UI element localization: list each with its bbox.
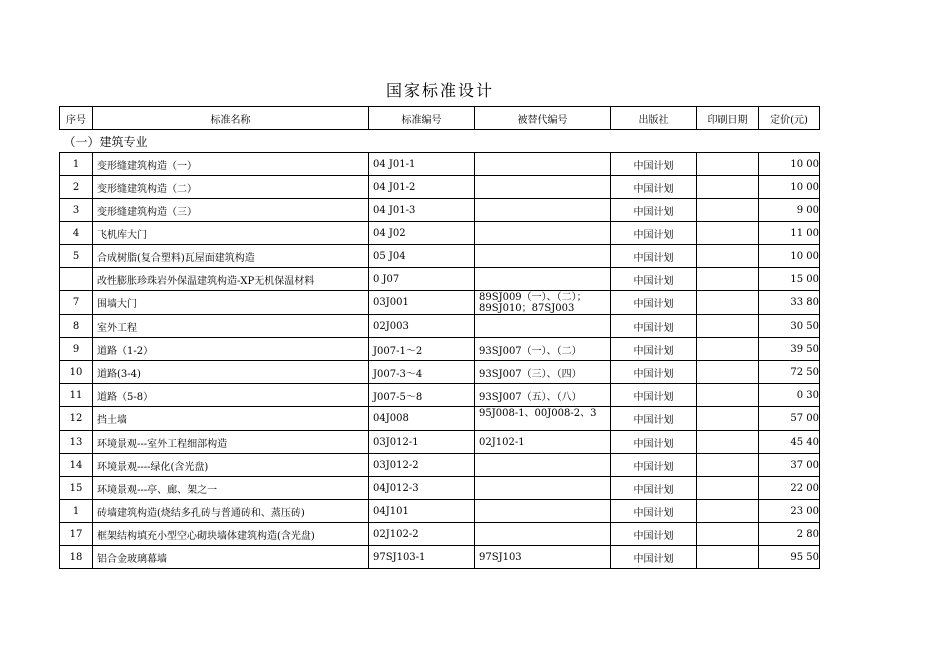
cell-price: 0 30 — [759, 384, 820, 407]
cell-price: 23 00 — [759, 500, 820, 523]
cell-price: 15 00 — [759, 268, 820, 291]
cell-seq: 9 — [60, 338, 93, 361]
cell-price: 11 00 — [759, 222, 820, 245]
header-seq: 序号 — [60, 107, 93, 130]
table-row — [60, 291, 820, 315]
cell-publisher: 中国计划 — [611, 176, 697, 199]
cell-name: 变形缝建筑构造（一） — [93, 153, 369, 176]
cell-price: 22 00 — [759, 477, 820, 500]
cell-code: 04J012-3 — [369, 477, 475, 500]
cell-replaced: 93SJ007（三）、（四） — [475, 361, 611, 384]
cell-publisher: 中国计划 — [611, 245, 697, 268]
cell-code: 02J003 — [369, 315, 475, 338]
cell-name: 变形缝建筑构造（二） — [93, 176, 369, 199]
cell-print-date — [697, 291, 759, 315]
cell-price: 9 00 — [759, 199, 820, 222]
standards-table — [59, 106, 820, 569]
cell-publisher: 中国计划 — [611, 315, 697, 338]
cell-print-date — [697, 315, 759, 338]
cell-print-date — [697, 176, 759, 199]
table-row — [60, 407, 820, 431]
table-row — [60, 268, 820, 291]
cell-replaced — [475, 176, 611, 199]
cell-publisher: 中国计划 — [611, 384, 697, 407]
cell-name: 改性膨胀珍珠岩外保温建筑构造-XP无机保温材料 — [93, 268, 369, 291]
cell-print-date — [697, 407, 759, 431]
cell-price: 10 00 — [759, 245, 820, 268]
table-row — [60, 338, 820, 361]
cell-seq: 8 — [60, 315, 93, 338]
cell-code: 02J102-2 — [369, 523, 475, 546]
table-row — [60, 315, 820, 338]
cell-publisher: 中国计划 — [611, 407, 697, 431]
cell-replaced: 93SJ007（一）、（二） — [475, 338, 611, 361]
cell-price: 45 40 — [759, 431, 820, 454]
cell-seq — [60, 268, 93, 291]
table-row — [60, 176, 820, 199]
cell-replaced: 89SJ009（一）、（二）；89SJ010；87SJ003 — [475, 291, 611, 315]
cell-publisher: 中国计划 — [611, 523, 697, 546]
cell-seq: 10 — [60, 361, 93, 384]
cell-name: 道路（5-8） — [93, 384, 369, 407]
cell-publisher: 中国计划 — [611, 222, 697, 245]
cell-name: 环境景观---室外工程细部构造 — [93, 431, 369, 454]
cell-replaced — [475, 199, 611, 222]
cell-replaced — [475, 500, 611, 523]
cell-print-date — [697, 454, 759, 477]
cell-print-date — [697, 384, 759, 407]
cell-code: 03J012-1 — [369, 431, 475, 454]
table-row — [60, 431, 820, 454]
table-row — [60, 361, 820, 384]
table-row — [60, 454, 820, 477]
cell-publisher: 中国计划 — [611, 338, 697, 361]
section-label: （一）建筑专业 — [63, 134, 148, 149]
cell-name: 挡土墙 — [93, 407, 369, 431]
header-row — [60, 107, 820, 130]
cell-print-date — [697, 546, 759, 569]
cell-publisher: 中国计划 — [611, 153, 697, 176]
cell-seq: 7 — [60, 291, 93, 315]
cell-name: 道路(3-4) — [93, 361, 369, 384]
cell-name: 围墙大门 — [93, 291, 369, 315]
cell-seq: 18 — [60, 546, 93, 569]
cell-seq: 5 — [60, 245, 93, 268]
cell-price: 2 80 — [759, 523, 820, 546]
cell-replaced — [475, 245, 611, 268]
cell-seq: 1 — [60, 500, 93, 523]
header-code: 标准编号 — [369, 107, 475, 130]
cell-publisher: 中国计划 — [611, 477, 697, 500]
table-row — [60, 546, 820, 569]
table-row — [60, 199, 820, 222]
cell-publisher: 中国计划 — [611, 291, 697, 315]
cell-code: J007-5～8 — [369, 384, 475, 407]
cell-seq: 2 — [60, 176, 93, 199]
cell-price: 57 00 — [759, 407, 820, 431]
cell-name: 变形缝建筑构造（三） — [93, 199, 369, 222]
cell-seq: 17 — [60, 523, 93, 546]
cell-price: 95 50 — [759, 546, 820, 569]
page-title: 国家标准设计 — [385, 81, 494, 100]
cell-publisher: 中国计划 — [611, 431, 697, 454]
cell-seq: 11 — [60, 384, 93, 407]
cell-code: 04 J01-3 — [369, 199, 475, 222]
cell-replaced — [475, 153, 611, 176]
cell-replaced: 02J102-1 — [475, 431, 611, 454]
cell-seq: 15 — [60, 477, 93, 500]
cell-publisher: 中国计划 — [611, 454, 697, 477]
cell-seq: 4 — [60, 222, 93, 245]
cell-name: 砖墙建筑构造(烧结多孔砖与普通砖和、蒸压砖) — [93, 500, 369, 523]
cell-name: 道路（1-2） — [93, 338, 369, 361]
cell-print-date — [697, 338, 759, 361]
cell-name: 框架结构填充小型空心砌块墙体建筑构造(含光盘) — [93, 523, 369, 546]
cell-price: 10 00 — [759, 153, 820, 176]
cell-price: 33 80 — [759, 291, 820, 315]
cell-price: 37 00 — [759, 454, 820, 477]
table-row — [60, 477, 820, 500]
cell-publisher: 中国计划 — [611, 268, 697, 291]
cell-replaced — [475, 222, 611, 245]
cell-seq: 13 — [60, 431, 93, 454]
header-publisher: 出版社 — [611, 107, 697, 130]
cell-print-date — [697, 361, 759, 384]
cell-code: 05 J04 — [369, 245, 475, 268]
cell-price: 72 50 — [759, 361, 820, 384]
cell-replaced — [475, 315, 611, 338]
cell-code: J007-3～4 — [369, 361, 475, 384]
cell-seq: 14 — [60, 454, 93, 477]
cell-code: 04 J01-2 — [369, 176, 475, 199]
cell-code: 03J012-2 — [369, 454, 475, 477]
cell-print-date — [697, 500, 759, 523]
cell-publisher: 中国计划 — [611, 199, 697, 222]
cell-replaced: 93SJ007（五）、（八） — [475, 384, 611, 407]
cell-print-date — [697, 245, 759, 268]
cell-price: 10 00 — [759, 176, 820, 199]
cell-name: 铝合金玻璃幕墙 — [93, 546, 369, 569]
table-row — [60, 222, 820, 245]
header-name: 标准名称 — [93, 107, 369, 130]
cell-code: 97SJ103-1 — [369, 546, 475, 569]
cell-code: J007-1～2 — [369, 338, 475, 361]
cell-replaced — [475, 523, 611, 546]
cell-replaced — [475, 454, 611, 477]
cell-publisher: 中国计划 — [611, 361, 697, 384]
cell-print-date — [697, 523, 759, 546]
cell-name: 飞机库大门 — [93, 222, 369, 245]
cell-name: 环境景观---亭、廊、架之一 — [93, 477, 369, 500]
cell-seq: 12 — [60, 407, 93, 431]
cell-print-date — [697, 153, 759, 176]
cell-code: 04 J01-1 — [369, 153, 475, 176]
cell-print-date — [697, 268, 759, 291]
cell-seq: 3 — [60, 199, 93, 222]
cell-print-date — [697, 222, 759, 245]
cell-replaced: 97SJ103 — [475, 546, 611, 569]
table-row — [60, 500, 820, 523]
cell-publisher: 中国计划 — [611, 546, 697, 569]
table-row — [60, 245, 820, 268]
section-row — [60, 130, 820, 153]
cell-code: 04J101 — [369, 500, 475, 523]
header-price: 定价(元) — [759, 107, 820, 130]
header-print-date: 印刷日期 — [697, 107, 759, 130]
cell-print-date — [697, 477, 759, 500]
cell-print-date — [697, 431, 759, 454]
cell-print-date — [697, 199, 759, 222]
table-row — [60, 384, 820, 407]
cell-replaced: 95J008-1、00J008-2、3 — [475, 407, 611, 431]
cell-replaced — [475, 268, 611, 291]
table-row — [60, 523, 820, 546]
cell-seq: 1 — [60, 153, 93, 176]
cell-code: 03J001 — [369, 291, 475, 315]
cell-name: 合成树脂(复合塑料)瓦屋面建筑构造 — [93, 245, 369, 268]
header-replaced: 被替代编号 — [475, 107, 611, 130]
cell-publisher: 中国计划 — [611, 500, 697, 523]
cell-code: 04J008 — [369, 407, 475, 431]
cell-code: 04 J02 — [369, 222, 475, 245]
cell-price: 39 50 — [759, 338, 820, 361]
table-row — [60, 153, 820, 176]
cell-name: 环境景观----绿化(含光盘) — [93, 454, 369, 477]
cell-price: 30 50 — [759, 315, 820, 338]
cell-replaced — [475, 477, 611, 500]
cell-code: 0 J07 — [369, 268, 475, 291]
cell-name: 室外工程 — [93, 315, 369, 338]
